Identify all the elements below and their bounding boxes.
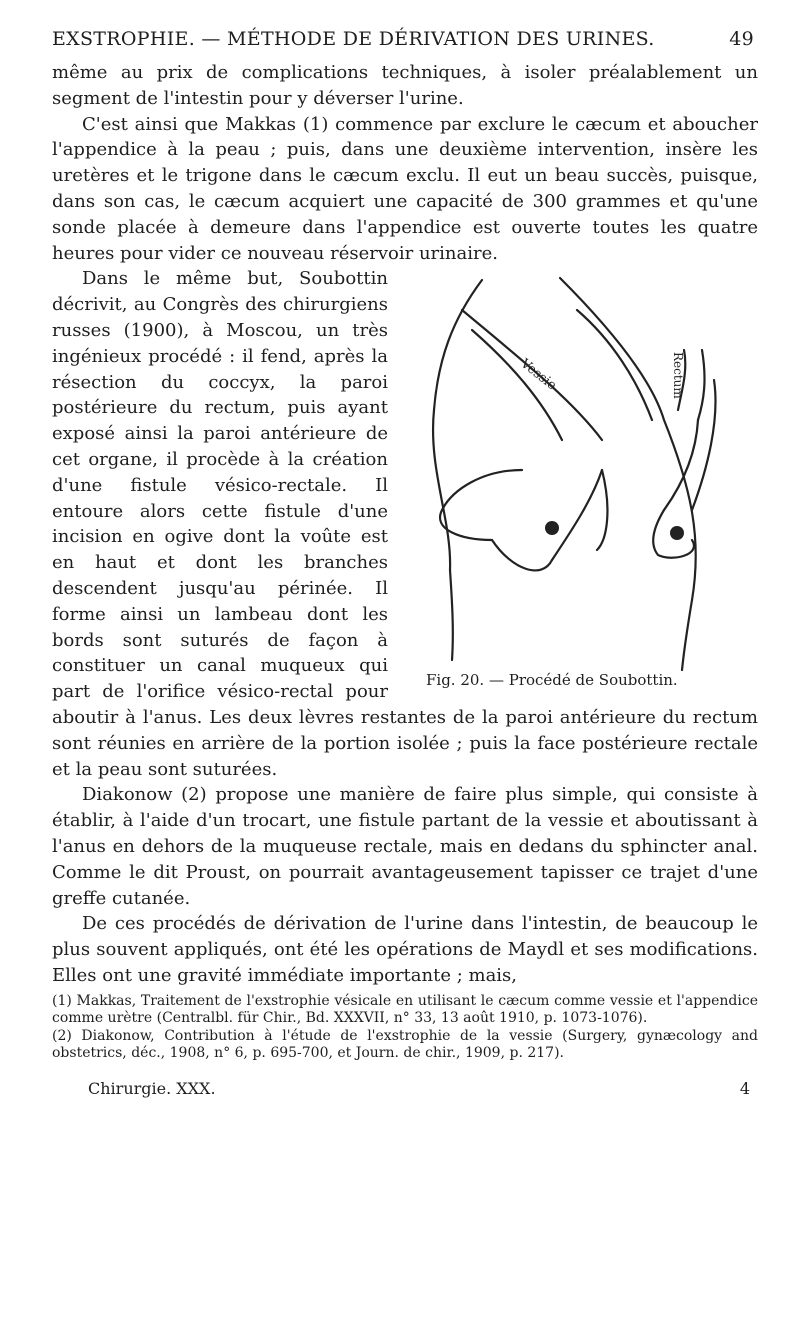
orifice-left: [545, 521, 559, 535]
bottom-left-line: [450, 570, 453, 660]
soubottin-diagram: [402, 270, 762, 690]
paragraph-2: C'est ainsi que Makkas (1) commence par exclure le cæcum et aboucher l'appendice à la peau ; puis, dans une deuxième intervention, insère les uretères et le trigone dans le cæcum exclu. Il eut un beau succès, puisque, dans son cas, le cæcum acquiert une capacité de 300 grammes et qu'une sonde placée à demeure dans l'appendice est ouverte toutes les quatre heures pour vider ce nouveau réservoir urinaire.: [52, 113, 758, 264]
body-text: [52, 60, 758, 989]
bottom-right-line: [682, 600, 692, 670]
page-footer: [52, 1079, 758, 1098]
footnote-2: (2) Diakonow, Contribution à l'étude de l'exstrophie de la vessie (Surgery, gynæcology and obstetrics, déc., 1908, n° 6, p. 695-700, et Journ. de chir., 1909, p. 217).: [52, 1027, 758, 1062]
label-vessie: Vessie: [517, 356, 560, 394]
footnotes: [52, 993, 758, 1063]
paragraph-3: Dans le même but, Soubottin décrivit, au Congrès des chirurgiens russes (1900), à Moscou, un très ingénieux procédé : il fend, après la résection du coccyx, la paroi postérieure du rectum, puis ayant exposé ainsi la paroi antérieure de cet organe, il procède à la création d'une fistule vésico-rectale. Il entoure alors cette fistule d'une incision en ogive dont la voûte est en haut et dont les branches descendent jusqu'au périnée. Il forme ainsi un lambeau dont les bords sont suturés de façon à constituer un canal muqueux qui part de l'orifice vésico-rectal pour aboutir à l'anus. Les deux lèvres restantes de la paroi antérieure du rectum sont réunies en arrière de la portion isolée ; puis la face postérieure rectale et la peau sont suturées.: [52, 268, 758, 780]
outer-contour-left: [433, 280, 482, 570]
label-rectum: Rectum: [671, 352, 685, 400]
page: [52, 28, 758, 1098]
paragraph-1: même au prix de complications techniques, à isoler préalablement un segment de l'intestin pour y déverser l'urine.: [52, 62, 758, 109]
orifice-right: [670, 526, 684, 540]
footer-signature: Chirurgie. XXX.: [88, 1078, 216, 1098]
page-number: 49: [729, 28, 754, 50]
footer-sheet-number: 4: [739, 1078, 750, 1098]
stroke-vert-2: [698, 350, 705, 420]
paragraph-4: Diakonow (2) propose une manière de faire plus simple, qui consiste à établir, à l'aide d'un trocart, une fistule partant de la vessie et aboutissant à l'anus en dehors de la muqueuse rectale, mais en dedans du sphincter anal. Comme le dit Proust, on pourrait avantageusement tapisser ce trajet d'une greffe cutanée.: [52, 784, 758, 909]
footnote-1: (1) Makkas, Traitement de l'exstrophie vésicale en utilisant le cæcum comme vessie et l'appendice comme urètre (Centralbl. für Chir., Bd. XXXVII, n° 33, 13 août 1910, p. 1073-1076).: [52, 992, 758, 1027]
lower-loop: [440, 470, 552, 570]
stroke-diag-3: [577, 310, 652, 420]
figure-wrap-block: [52, 266, 758, 782]
lower-loop-b: [552, 470, 602, 560]
running-header: [52, 28, 758, 60]
outer-contour-right: [560, 278, 696, 600]
paragraph-5: De ces procédés de dérivation de l'urine dans l'intestin, de beaucoup le plus souvent appliqués, ont été les opérations de Maydl et ses modifications. Elles ont une gravité immédiate importante ; mais,: [52, 913, 758, 986]
header-title: EXSTROPHIE. — MÉTHODE DE DÉRIVATION DES URINES.: [52, 28, 655, 50]
figure-caption: Fig. 20. — Procédé de Soubottin.: [426, 671, 678, 690]
figure-20: [402, 270, 762, 690]
